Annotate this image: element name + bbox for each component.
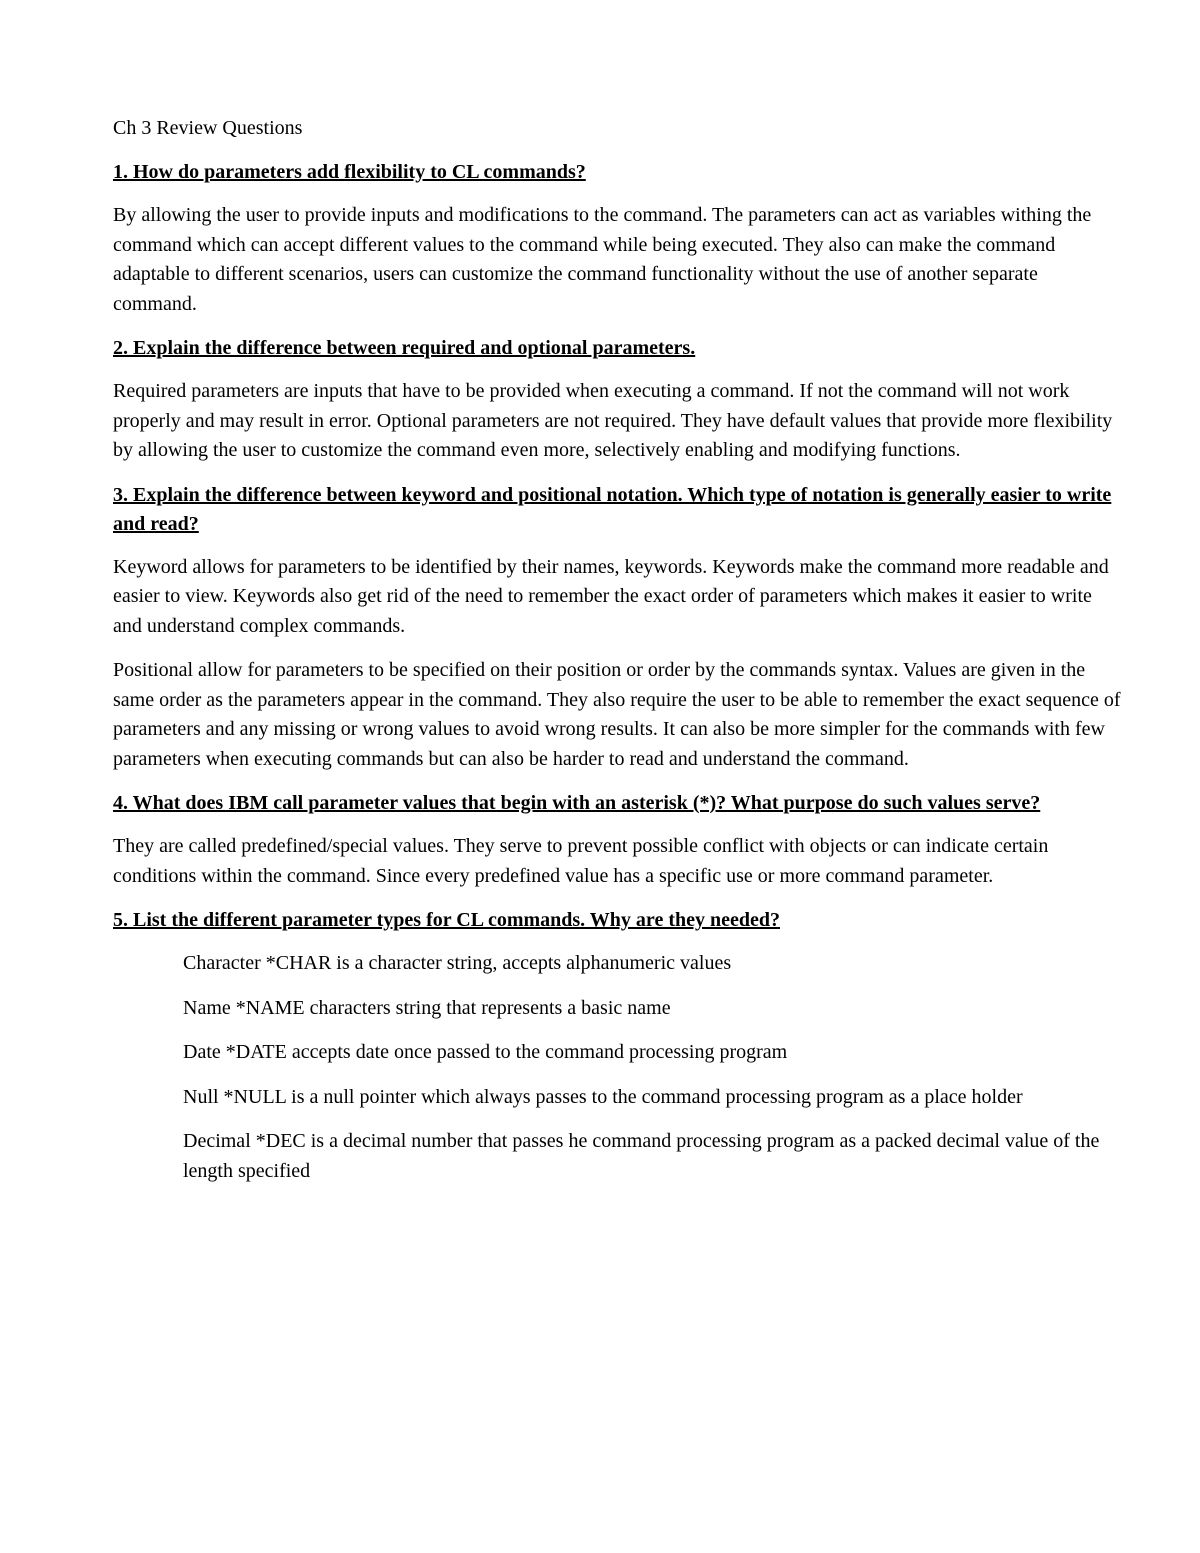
answer-3-keyword: Keyword allows for parameters to be identified by their names, keywords. Keywords make the command more readable and easier to view. Keywords also get rid of the need to remember the exact order of parameters which makes it easier to write and understand complex commands. (113, 555, 1109, 637)
question-4: 4. What does IBM call parameter values that begin with an asterisk (*)? What purpose do such values serve? (113, 792, 1041, 814)
list-item: Name *NAME characters string that represents a basic name (183, 996, 671, 1019)
list-item: Character *CHAR is a character string, accepts alphanumeric values (183, 952, 732, 974)
question-1: 1. How do parameters add flexibility to CL commands? (113, 161, 586, 183)
list-item: Date *DATE accepts date once passed to the command processing program (183, 1041, 788, 1063)
document-title: Ch 3 Review Questions (113, 117, 303, 139)
parameter-type-list (113, 949, 1123, 1186)
question-2: 2. Explain the difference between required and optional parameters. (113, 337, 696, 359)
question-3: 3. Explain the difference between keyword and positional notation. Which type of notation is generally easier to write and read? (113, 483, 1112, 535)
question-5: 5. List the different parameter types for CL commands. Why are they needed? (113, 909, 780, 931)
answer-1: By allowing the user to provide inputs and modifications to the command. The parameters can act as variables withing the command which can accept different values to the command while being executed. They also can make the command adaptable to different scenarios, users can customize the command functionality without the use of another separate command. (113, 204, 1092, 315)
list-item: Null *NULL is a null pointer which always passes to the command processing program as a place holder (183, 1085, 1023, 1108)
answer-2: Required parameters are inputs that have to be provided when executing a command. If not the command will not work properly and may result in error. Optional parameters are not required. They have default values that provide more flexibility by allowing the user to customize the command even more, selectively enabling and modifying functions. (113, 380, 1113, 461)
document-body (113, 114, 1123, 1201)
list-item: Decimal *DEC is a decimal number that passes he command processing program as a packed decimal value of the length specified (183, 1130, 1100, 1182)
answer-4: They are called predefined/special values. They serve to prevent possible conflict with objects or can indicate certain conditions within the command. Since every predefined value has a specific use or more command parameter. (113, 835, 1049, 887)
answer-3-positional: Positional allow for parameters to be specified on their position or order by the commands syntax. Values are given in the same order as the parameters appear in the command. They also require the user to be able to remember the exact sequence of parameters and any missing or wrong values to avoid wrong results. It can also be more simpler for the commands with few parameters when executing commands but can also be harder to read and understand the command. (113, 659, 1121, 770)
